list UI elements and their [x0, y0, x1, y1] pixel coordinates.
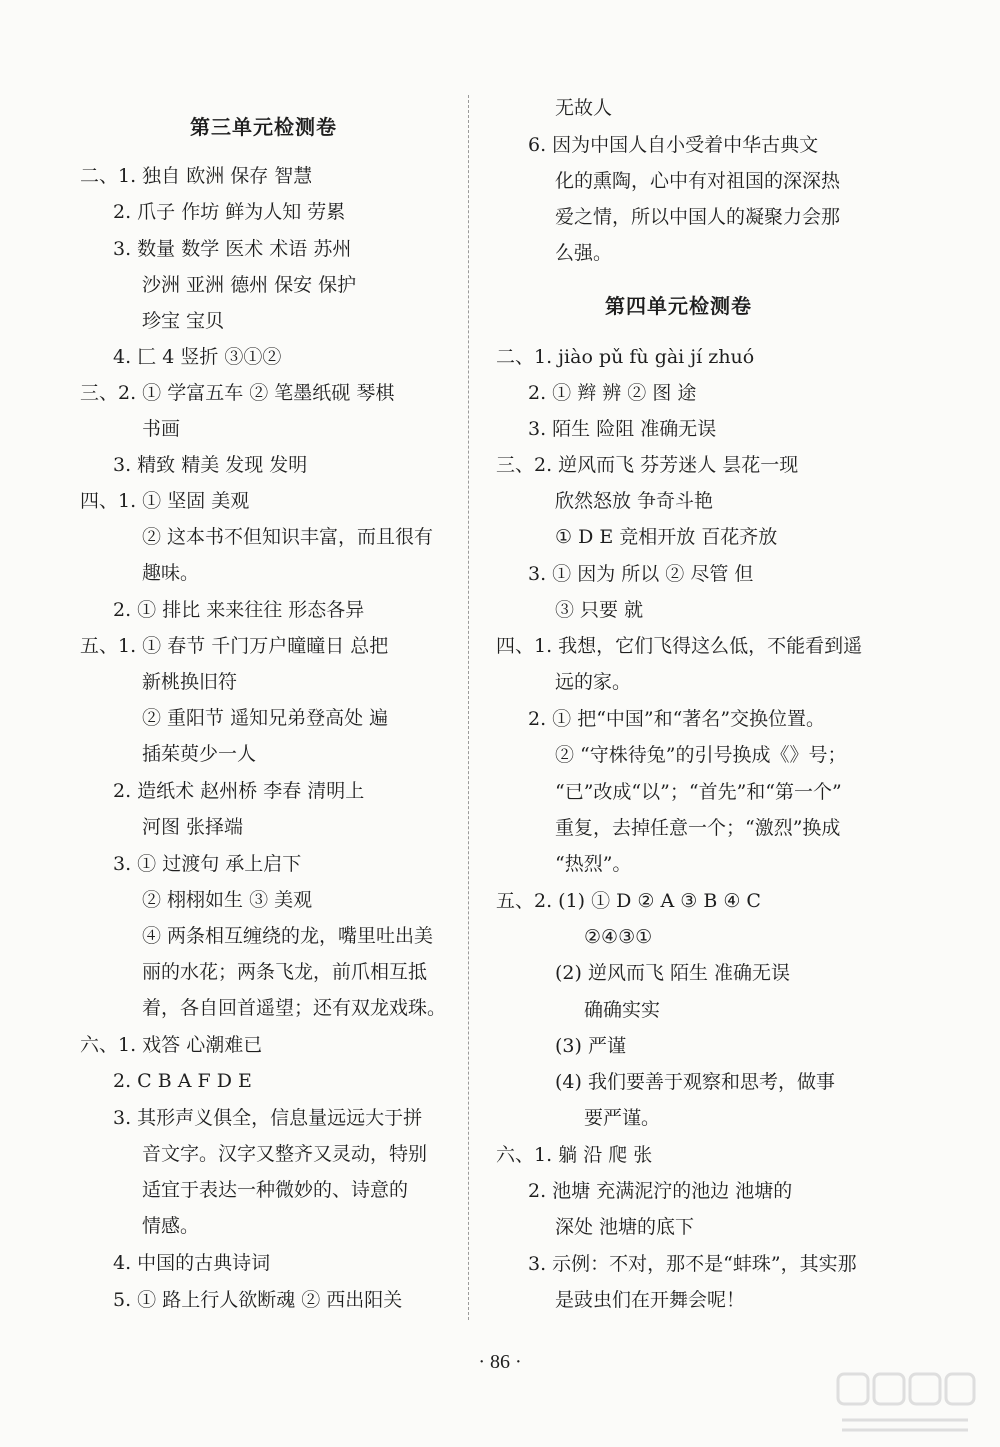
answer-line: 着，各自回首遥望；还有双龙戏珠。: [142, 997, 447, 1019]
answer-line: ② “守株待兔”的引号换成《》号；: [555, 744, 847, 766]
answer-line: 六、1. 戏答 心潮难已: [80, 1034, 263, 1056]
answer-line: ① D E 竞相开放 百花齐放: [555, 526, 778, 548]
answer-line: 河图 张择端: [142, 816, 244, 838]
answer-line: 3. 精致 精美 发现 发明: [113, 454, 308, 476]
answer-line: 三、2. ① 学富五车 ② 笔墨纸砚 琴棋: [80, 382, 395, 404]
answer-line: ③ 只要 就: [555, 599, 644, 621]
answer-line: 6. 因为中国人自小受着中华古典文: [528, 134, 819, 156]
answer-line: 音文字。汉字又整齐又灵动，特别: [142, 1143, 428, 1165]
answer-line: 化的熏陶，心中有对祖国的深深热: [555, 170, 841, 192]
answer-line: “已”改成“以”；“首先”和“第一个”: [555, 781, 842, 803]
answer-line: 4. 匚 4 竖折 ③①②: [113, 346, 282, 368]
answer-line: 新桃换旧符: [142, 671, 238, 693]
section-title-unit3: 第三单元检测卷: [190, 115, 337, 139]
answer-line: 2. 池塘 充满泥泞的池边 池塘的: [528, 1180, 793, 1202]
answer-line: 2. ① 排比 来来往往 形态各异: [113, 599, 365, 621]
answer-line: (4) 我们要善于观察和思考，做事: [555, 1071, 835, 1093]
answer-line: 四、1. 我想，它们飞得这么低，不能看到遥: [496, 635, 863, 657]
answer-line: 2. 造纸术 赵州桥 李春 清明上: [113, 780, 365, 802]
column-divider: [468, 95, 469, 1320]
answer-line: 2. C B A F D E: [113, 1070, 252, 1092]
answer-line: 沙洲 亚洲 德州 保安 保护: [142, 274, 357, 296]
section-title-unit4: 第四单元检测卷: [605, 294, 752, 318]
answer-line: 书画: [142, 418, 181, 440]
answer-line: 2. ① 把“中国”和“著名”交换位置。: [528, 708, 826, 730]
answer-line: 2. 爪子 作坊 鲜为人知 劳累: [113, 201, 346, 223]
answer-line: ④ 两条相互缠绕的龙，嘴里吐出美: [142, 925, 434, 947]
answer-line: 3. 示例：不对，那不是“蚌珠”，其实那: [528, 1253, 857, 1275]
answer-line: 珍宝 宝贝: [142, 310, 225, 332]
answer-line: 重复，去掉任意一个；“激烈”换成: [555, 817, 841, 839]
answer-line: 二、1. 独自 欧洲 保存 智慧: [80, 165, 313, 187]
answer-line: 五、1. ① 春节 千门万户曈曈日 总把: [80, 635, 389, 657]
watermark-logo-icon: [830, 1368, 980, 1438]
answer-line: 深处 池塘的底下: [555, 1216, 695, 1238]
answer-line: 要严谨。: [584, 1107, 661, 1129]
answer-line: ② 重阳节 遥知兄弟登高处 遍: [142, 707, 389, 729]
answer-line: 五、2. (1) ① D ② A ③ B ④ C: [496, 890, 761, 912]
answer-line: 5. ① 路上行人欲断魂 ② 西出阳关: [113, 1289, 403, 1311]
answer-line: 3. 其形声义俱全，信息量远远大于拼: [113, 1107, 423, 1129]
answer-line: 3. 数量 数学 医术 术语 苏州: [113, 238, 352, 260]
answer-line: 欣然怒放 争奇斗艳: [555, 490, 714, 512]
answer-line: ② 栩栩如生 ③ 美观: [142, 889, 313, 911]
answer-line: 3. ① 过渡句 承上启下: [113, 853, 302, 875]
answer-line: “热烈”。: [555, 853, 632, 875]
answer-line: 无故人: [555, 97, 613, 119]
answer-line: 4. 中国的古典诗词: [113, 1252, 271, 1274]
answer-line: 六、1. 躺 沿 爬 张: [496, 1144, 653, 1166]
answer-line: ②④③①: [584, 926, 653, 948]
answer-line: 3. 陌生 险阻 准确无误: [528, 418, 717, 440]
answer-line: 是豉虫们在开舞会呢！: [555, 1289, 746, 1311]
answer-line: 确确实实: [584, 999, 661, 1021]
answer-line: 四、1. ① 坚固 美观: [80, 490, 250, 512]
answer-line: 2. ① 辫 辨 ② 图 途: [528, 382, 697, 404]
answer-line: (2) 逆风而飞 陌生 准确无误: [555, 962, 791, 984]
answer-line: 二、1. jiào pǔ fù gài jí zhuó: [496, 346, 755, 368]
answer-line: 三、2. 逆风而飞 芬芳迷人 昙花一现: [496, 454, 799, 476]
page-number: · 86 ·: [478, 1351, 522, 1373]
answer-line: 适宜于表达一种微妙的、诗意的: [142, 1179, 409, 1201]
answer-line: 么强。: [555, 242, 613, 264]
answer-line: (3) 严谨: [555, 1035, 626, 1057]
answer-line: 爱之情，所以中国人的凝聚力会那: [555, 206, 841, 228]
answer-line: 远的家。: [555, 671, 632, 693]
answer-line: 3. ① 因为 所以 ② 尽管 但: [528, 563, 754, 585]
answer-line: 丽的水花；两条飞龙，前爪相互抵: [142, 961, 428, 983]
answer-line: ② 这本书不但知识丰富，而且很有: [142, 526, 434, 548]
answer-line: 趣味。: [142, 562, 200, 584]
answer-line: 插茱萸少一人: [142, 743, 257, 765]
answer-line: 情感。: [142, 1215, 200, 1237]
